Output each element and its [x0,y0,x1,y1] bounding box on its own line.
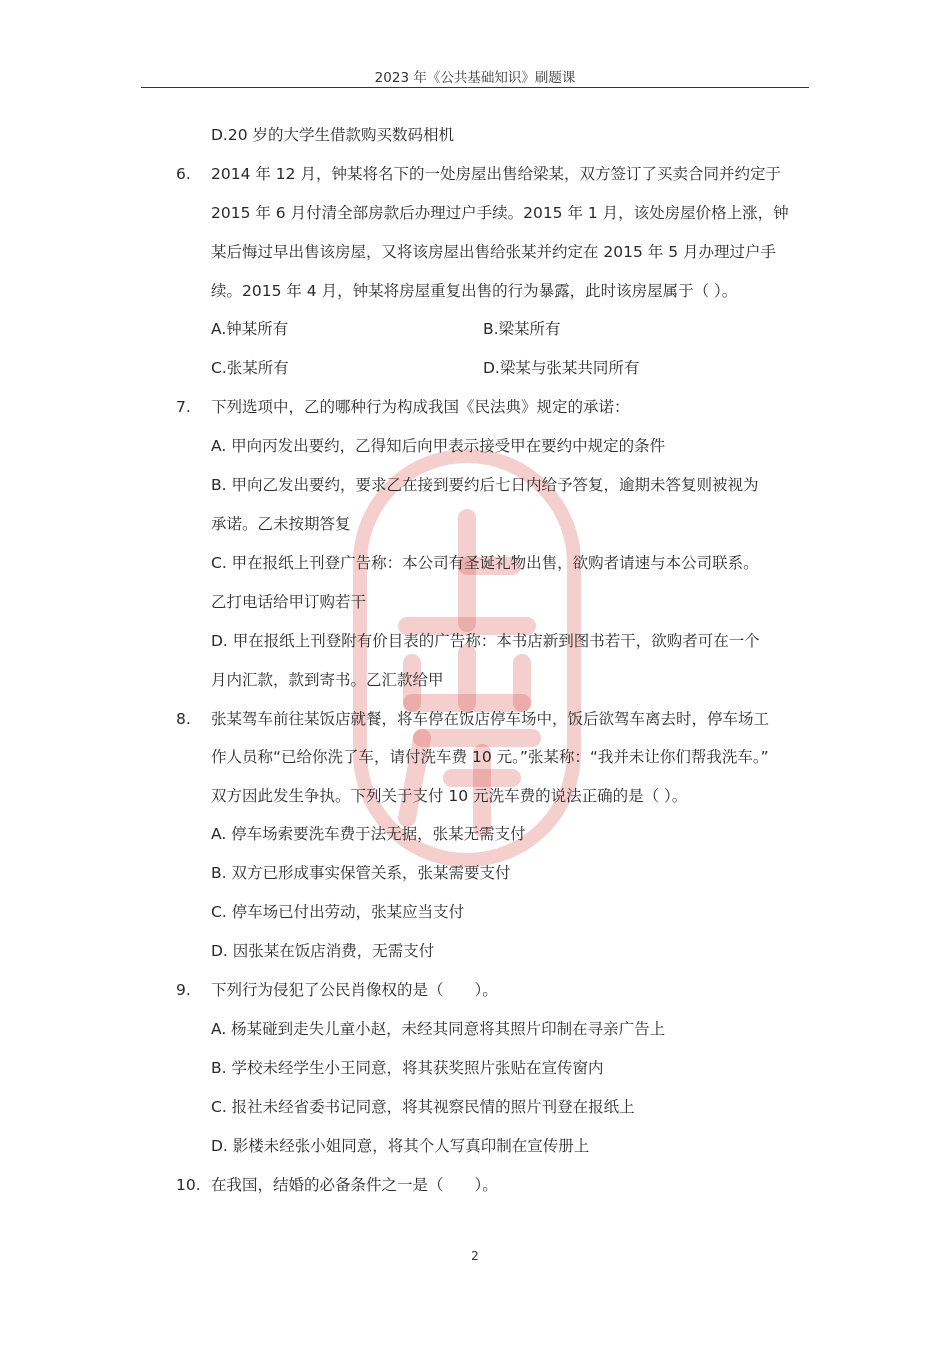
previous-question-option-d: D.20 岁的大学生借款购买数码相机 [211,126,455,144]
question-number: 9. [176,981,191,999]
question-text-line: 作人员称“已给你洗了车，请付洗车费 10 元。”张某称：“我并未让你们帮我洗车。” [211,748,769,766]
question-number: 6. [176,165,191,183]
question-number: 7. [176,398,191,416]
question-text-line: 下列行为侵犯了公民肖像权的是（ ）。 [211,981,498,999]
option-c: C. 停车场已付出劳动，张某应当支付 [211,903,465,921]
option-b: B. 甲向乙发出要约，要求乙在接到要约后七日内给予答复，逾期未答复则被视为 [211,476,759,494]
option-d: D. 影楼未经张小姐同意，将其个人写真印制在宣传册上 [211,1137,590,1155]
question-number: 8. [176,710,191,728]
option-a: A. 甲向丙发出要约，乙得知后向甲表示接受甲在要约中规定的条件 [211,437,666,455]
option-b-continued: 承诺。乙未按期答复 [211,515,351,533]
option-b: B. 双方已形成事实保管关系，张某需要支付 [211,864,511,882]
option-d: D. 因张某在饭店消费，无需支付 [211,942,435,960]
option-d: D. 甲在报纸上刊登附有价目表的广告称：本书店新到图书若干，欲购者可在一个 [211,632,760,650]
option-c: C. 报社未经省委书记同意，将其视察民情的照片刊登在报纸上 [211,1098,635,1116]
header-title: 2023 年《公共基础知识》刷题课 [374,70,576,86]
question-text-line: 2015 年 6 月付清全部房款后办理过户手续。2015 年 1 月，该处房屋价格上涨，钟 [211,204,789,222]
option-a: A. 杨某碰到走失儿童小赵，未经其同意将其照片印制在寻亲广告上 [211,1020,666,1038]
option-d: D.梁某与张某共同所有 [483,359,640,377]
option-a: A.钟某所有 [211,320,289,338]
option-b: B. 学校未经学生小王同意，将其获奖照片张贴在宣传窗内 [211,1059,604,1077]
question-text-line: 双方因此发生争执。下列关于支付 10 元洗车费的说法正确的是（ ）。 [211,787,688,805]
page-number: 2 [471,1249,479,1263]
question-text-line: 2014 年 12 月，钟某将名下的一处房屋出售给梁某，双方签订了买卖合同并约定于 [211,165,781,183]
question-text-line: 续。2015 年 4 月，钟某将房屋重复出售的行为暴露，此时该房屋属于（ ）。 [211,282,738,300]
option-c: C.张某所有 [211,359,289,377]
option-c: C. 甲在报纸上刊登广告称：本公司有圣诞礼物出售，欲购者请速与本公司联系。 [211,554,759,572]
question-text-line: 在我国，结婚的必备条件之一是（ ）。 [211,1176,498,1194]
header-divider [141,87,809,88]
option-c-continued: 乙打电话给甲订购若干 [211,593,367,611]
question-text-line: 某后悔过早出售该房屋，又将该房屋出售给张某并约定在 2015 年 5 月办理过户手 [211,243,777,261]
question-text-line: 下列选项中，乙的哪种行为构成我国《民法典》规定的承诺： [211,398,630,416]
option-d-continued: 月内汇款，款到寄书。乙汇款给甲 [211,671,444,689]
question-number: 10. [176,1176,201,1194]
question-text-line: 张某驾车前往某饭店就餐，将车停在饭店停车场中，饭后欲驾车离去时，停车场工 [211,710,770,728]
option-b: B.梁某所有 [483,320,561,338]
option-a: A. 停车场索要洗车费于法无据，张某无需支付 [211,825,526,843]
